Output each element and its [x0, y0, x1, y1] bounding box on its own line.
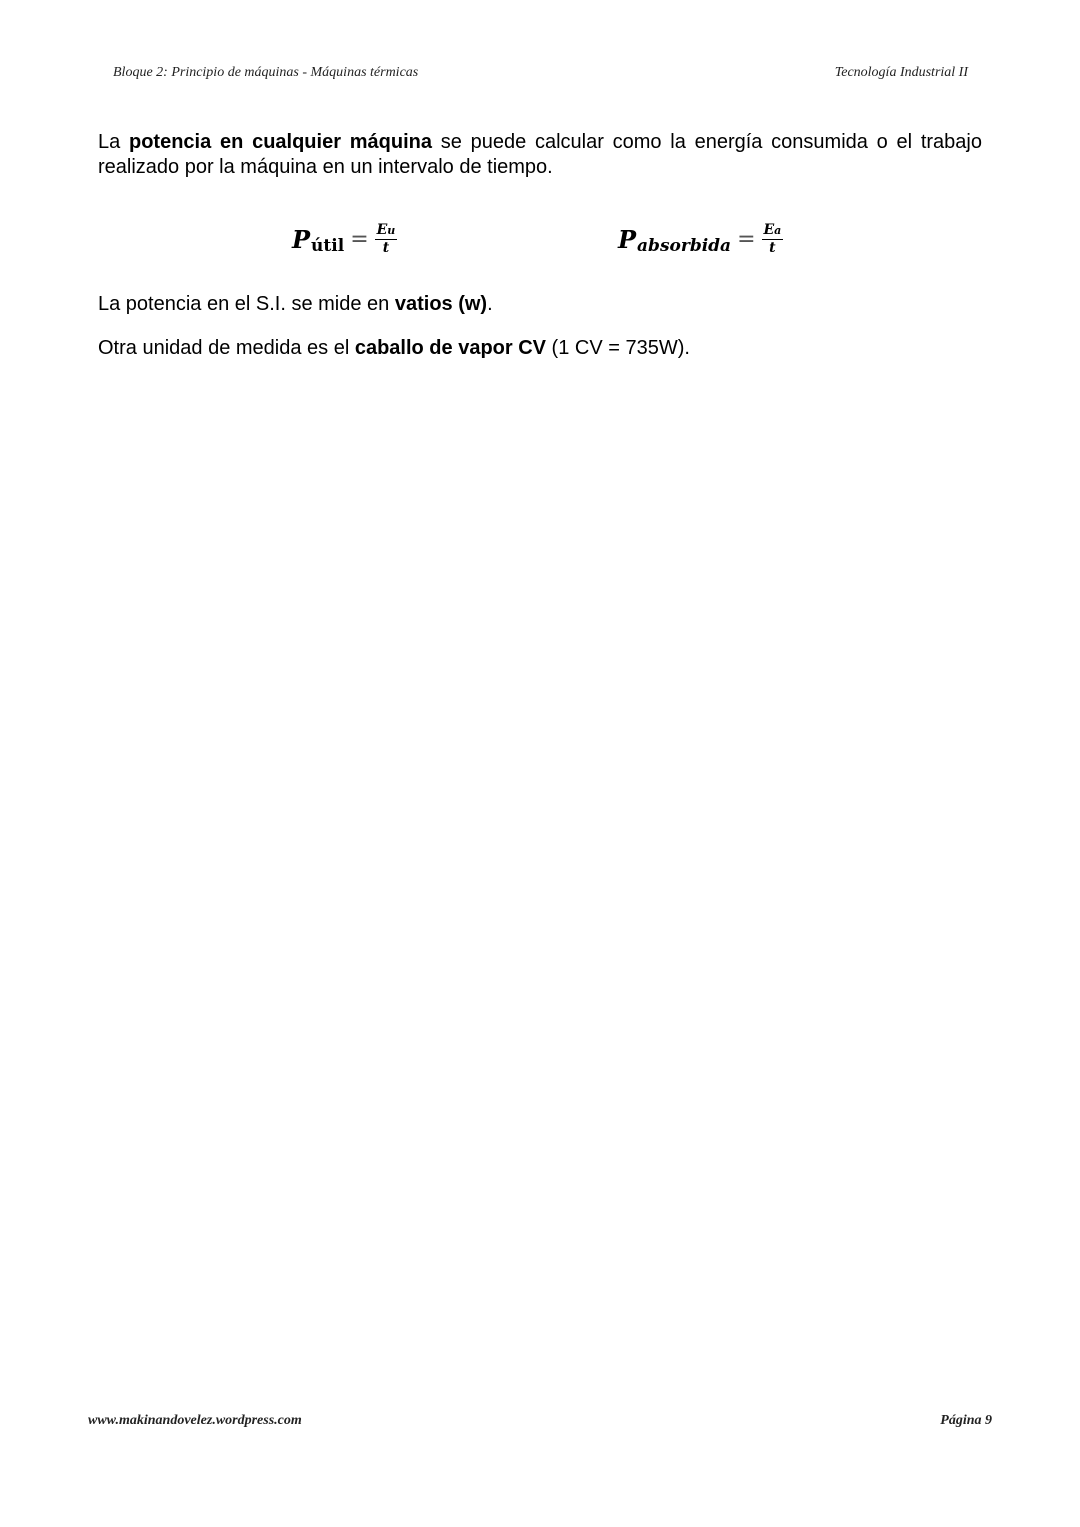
- text: (1 CV = 735W).: [546, 337, 690, 359]
- paragraph-power-definition: [98, 130, 982, 180]
- numerator-sub: u: [387, 224, 396, 237]
- footer-website: www.makinandovelez.wordpress.com: [88, 1413, 302, 1428]
- equals: =: [350, 227, 369, 252]
- equals: =: [737, 227, 756, 252]
- fraction: [375, 222, 398, 257]
- symbol: P: [292, 225, 311, 254]
- numerator: E: [763, 222, 775, 238]
- header-subject: Tecnología Industrial II: [834, 65, 968, 80]
- numerator-sub: a: [774, 224, 782, 237]
- page-number: Página 9: [940, 1413, 992, 1428]
- denominator: t: [382, 240, 390, 256]
- paragraph-si-unit: [98, 292, 982, 317]
- text: Otra unidad de medida es el: [98, 337, 355, 359]
- fraction: [762, 222, 784, 257]
- numerator: E: [376, 222, 388, 238]
- formula-absorbed-power: [618, 222, 783, 257]
- bold-text: caballo de vapor CV: [354, 337, 546, 359]
- subscript: útil: [311, 235, 345, 256]
- text: La: [98, 131, 129, 153]
- paragraph-horsepower: [98, 336, 982, 361]
- bold-text: vatios (w): [394, 293, 488, 315]
- denominator: t: [769, 240, 776, 256]
- formula-useful-power: [292, 222, 397, 257]
- symbol: P: [618, 225, 637, 254]
- subscript: absorbida: [637, 235, 732, 256]
- bold-text: potencia en cualquier máquina: [129, 131, 432, 153]
- header-title: Bloque 2: Principio de máquinas - Máquinas térmicas: [113, 65, 419, 80]
- text: se puede calcular como la energía consumida o el trabajo realizado por la máquina en un intervalo de tiempo.: [98, 131, 982, 178]
- text: .: [487, 293, 493, 315]
- text: La potencia en el S.I. se mide en: [98, 293, 395, 315]
